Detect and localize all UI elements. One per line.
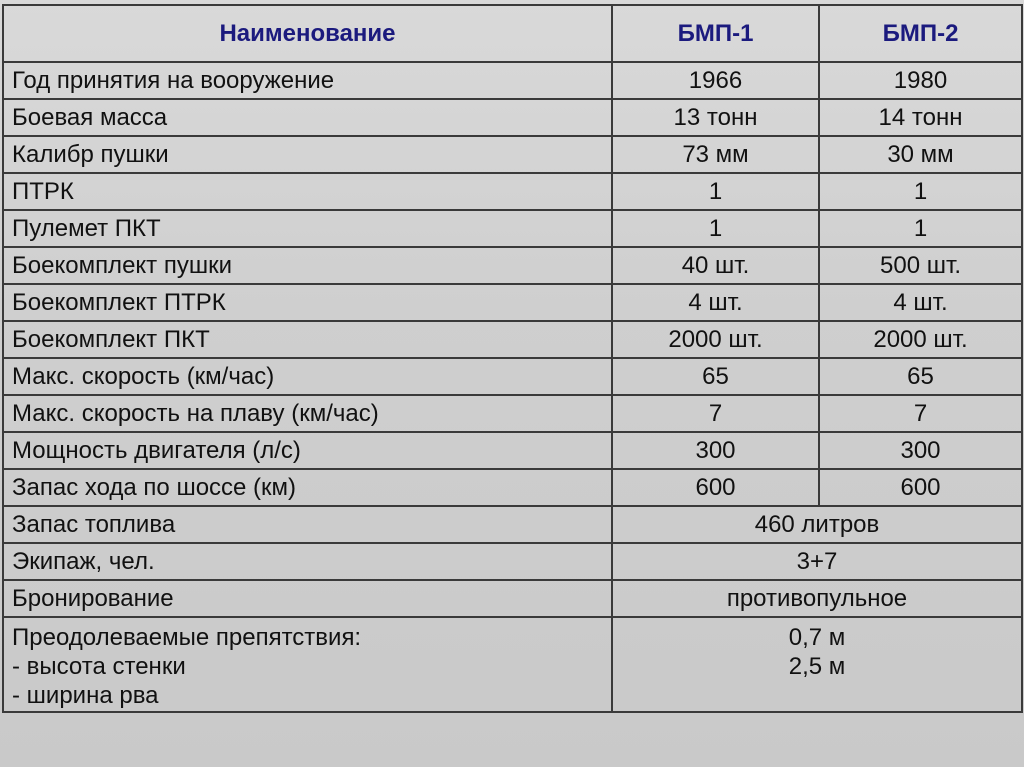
row-name: Бронирование (3, 580, 612, 617)
row-bmp1: 1966 (612, 62, 819, 99)
table-header-row (3, 5, 1022, 62)
row-bmp1: 73 мм (612, 136, 819, 173)
row-name: Макс. скорость на плаву (км/час) (3, 395, 612, 432)
obstacles-ditch-width: - ширина рва (12, 682, 159, 709)
row-name: Боекомплект ПКТ (3, 321, 612, 358)
row-bmp2: 14 тонн (819, 99, 1022, 136)
table-row (3, 210, 1022, 247)
row-shared-value: противопульное (612, 580, 1022, 617)
table-row (3, 62, 1022, 99)
row-bmp2: 1 (819, 173, 1022, 210)
table-row (3, 247, 1022, 284)
header-bmp2: БМП-2 (819, 5, 1022, 62)
spec-sheet (2, 4, 1021, 713)
row-bmp1: 300 (612, 432, 819, 469)
table-row-merged (3, 580, 1022, 617)
table-row (3, 469, 1022, 506)
table-row (3, 432, 1022, 469)
row-name: Запас хода по шоссе (км) (3, 469, 612, 506)
row-bmp2: 2000 шт. (819, 321, 1022, 358)
row-bmp1: 7 (612, 395, 819, 432)
table-row (3, 321, 1022, 358)
obstacles-values (612, 617, 1022, 712)
row-bmp1: 2000 шт. (612, 321, 819, 358)
row-shared-value: 460 литров (612, 506, 1022, 543)
row-name: ПТРК (3, 173, 612, 210)
header-bmp1: БМП-1 (612, 5, 819, 62)
row-bmp1: 1 (612, 210, 819, 247)
table-row (3, 395, 1022, 432)
comparison-table (2, 4, 1023, 713)
row-name: Пулемет ПКТ (3, 210, 612, 247)
row-bmp1: 40 шт. (612, 247, 819, 284)
row-bmp2: 4 шт. (819, 284, 1022, 321)
row-name: Макс. скорость (км/час) (3, 358, 612, 395)
row-name: Запас топлива (3, 506, 612, 543)
table-row-obstacles (3, 617, 1022, 712)
row-name: Экипаж, чел. (3, 543, 612, 580)
row-bmp2: 7 (819, 395, 1022, 432)
obstacles-title: Преодолеваемые препятствия: (12, 624, 362, 651)
row-name: Мощность двигателя (л/с) (3, 432, 612, 469)
row-bmp1: 1 (612, 173, 819, 210)
row-bmp2: 600 (819, 469, 1022, 506)
table-row-merged (3, 506, 1022, 543)
row-bmp1: 13 тонн (612, 99, 819, 136)
row-name: Год принятия на вооружение (3, 62, 612, 99)
table-row (3, 173, 1022, 210)
obstacles-wall-height-value: 0,7 м (788, 624, 846, 651)
obstacles-ditch-width-value: 2,5 м (788, 653, 846, 680)
row-bmp1: 65 (612, 358, 819, 395)
row-bmp2: 300 (819, 432, 1022, 469)
table-row (3, 284, 1022, 321)
obstacles-wall-height: - высота стенки (12, 653, 186, 680)
table-row-merged (3, 543, 1022, 580)
row-name: Калибр пушки (3, 136, 612, 173)
row-bmp2: 30 мм (819, 136, 1022, 173)
row-name: Боевая масса (3, 99, 612, 136)
row-bmp2: 1 (819, 210, 1022, 247)
header-name: Наименование (3, 5, 612, 62)
row-bmp1: 600 (612, 469, 819, 506)
row-shared-value: 3+7 (612, 543, 1022, 580)
row-bmp2: 65 (819, 358, 1022, 395)
obstacles-names (3, 617, 612, 712)
table-row (3, 136, 1022, 173)
row-bmp1: 4 шт. (612, 284, 819, 321)
row-name: Боекомплект ПТРК (3, 284, 612, 321)
row-bmp2: 1980 (819, 62, 1022, 99)
row-name: Боекомплект пушки (3, 247, 612, 284)
table-row (3, 99, 1022, 136)
row-bmp2: 500 шт. (819, 247, 1022, 284)
table-row (3, 358, 1022, 395)
